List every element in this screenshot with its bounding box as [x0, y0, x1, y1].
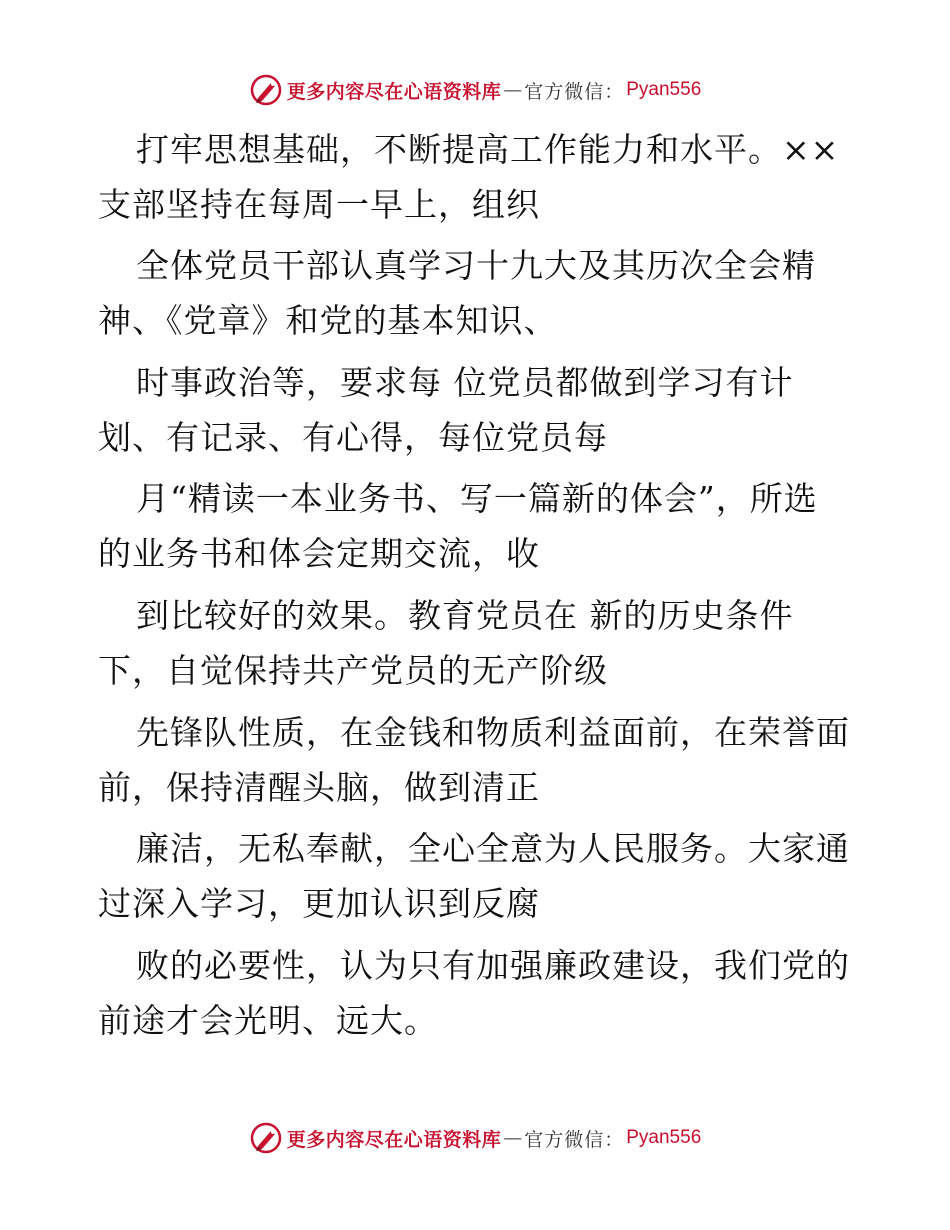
- pen-logo-icon: [249, 73, 283, 107]
- body-line-16: 前途才会光明、远大。: [98, 1001, 438, 1040]
- footer-wechat-id: Pyan556: [626, 1127, 702, 1148]
- footer-wechat-label: 官方微信：: [524, 1128, 625, 1151]
- header-wechat-label: 官方微信：: [524, 80, 625, 103]
- footer-dash: —: [503, 1127, 523, 1149]
- body-line-8: 的业务书和体会定期交流，收: [98, 534, 540, 573]
- body-line-9: 到比较好的效果。教育党员在 新的历史条件: [136, 596, 794, 635]
- pen-logo-icon: [249, 1121, 283, 1155]
- header-banner: [0, 70, 950, 110]
- body-line-4: 神、《党章》和党的基本知识、: [98, 301, 558, 340]
- body-line-10: 下，自觉保持共产党员的无产阶级: [98, 651, 608, 690]
- header-brand-text: 更多内容尽在心语资料库: [286, 80, 502, 103]
- body-line-7: 月“精读一本业务书、写一篇新的体会”，所选: [136, 479, 818, 518]
- footer-banner: [0, 1118, 950, 1158]
- body-line-6: 划、有记录、有心得，每位党员每: [98, 418, 608, 457]
- body-line-13: 廉洁，无私奉献，全心全意为人民服务。大家通: [136, 829, 850, 868]
- body-line-11: 先锋队性质，在金钱和物质利益面前，在荣誉面: [136, 713, 850, 752]
- body-line-2: 支部坚持在每周一早上，组织: [98, 185, 540, 224]
- body-line-3: 全体党员干部认真学习十九大及其历次全会精: [136, 246, 816, 285]
- body-line-1: 打牢思想基础，不断提高工作能力和水平。××: [136, 130, 840, 169]
- body-line-5: 时事政治等，要求每 位党员都做到学习有计: [136, 363, 794, 402]
- body-line-14: 过深入学习，更加认识到反腐: [98, 884, 540, 923]
- header-wechat-id: Pyan556: [626, 79, 702, 100]
- body-line-15: 败的必要性，认为只有加强廉政建设，我们党的: [136, 946, 850, 985]
- body-line-12: 前，保持清醒头脑，做到清正: [98, 768, 540, 807]
- footer-brand-text: 更多内容尽在心语资料库: [286, 1128, 502, 1151]
- header-dash: —: [503, 79, 523, 101]
